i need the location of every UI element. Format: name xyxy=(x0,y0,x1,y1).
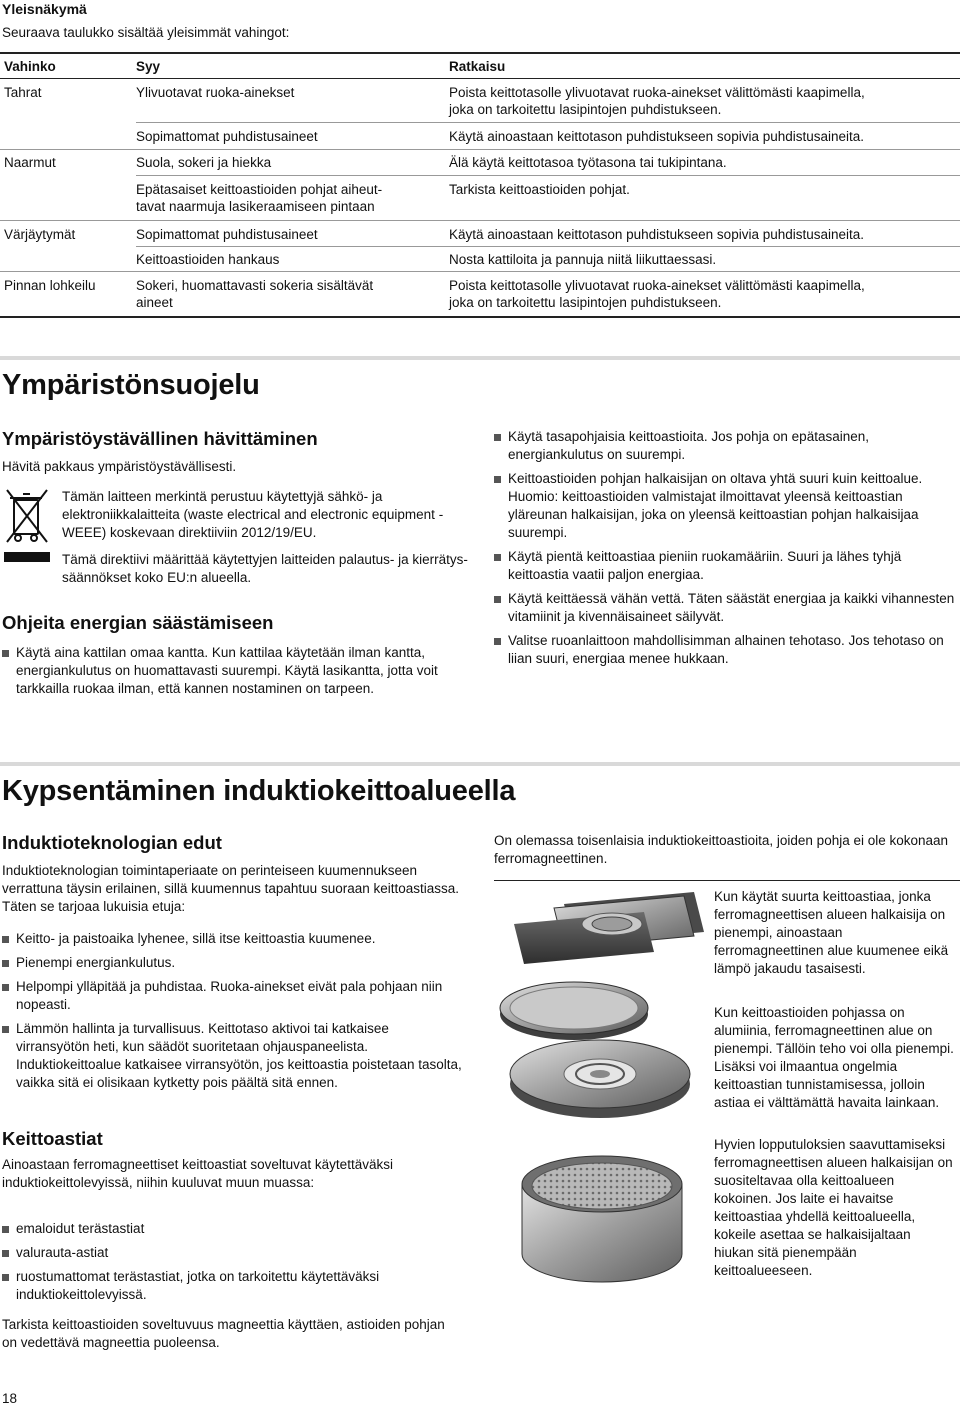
weee-bin-icon xyxy=(4,486,50,562)
list-item: valurauta-astiat xyxy=(2,1244,464,1262)
list-item: Valitse ruoanlaittoon mahdollisimman alhainen tehotaso. Jos tehotaso on liian suuri, energiaa menee hukkaan. xyxy=(494,632,956,668)
bullet-square-icon xyxy=(2,960,9,967)
section-heading-overview: Yleisnäkymä xyxy=(2,1,87,17)
table-cell-solution: Nosta kattiloita ja pannuja niitä liikuttaessasi. xyxy=(449,252,717,267)
list-item: Käytä aina kattilan omaa kantta. Kun kattilaa käytetään ilman kantta, energiankulutus on huomattavasti suurempi. Käytä lasikantta, jotta voit tarkkailla ruokaa ilman, että kannen nostaminen on tarpeen. xyxy=(2,644,462,698)
table-header-rule xyxy=(0,78,960,79)
row-divider xyxy=(0,149,960,150)
table-cell-cause: Ylivuotavat ruoka-ainekset xyxy=(136,85,295,100)
table-cell-solution: Poista keittotasolle ylivuotavat ruoka-ainekset välittömästi kaapimella, xyxy=(449,278,865,293)
table-cell-cause: Sokeri, huomattavasti sokeria sisältävät xyxy=(136,278,374,293)
row-divider xyxy=(0,220,960,221)
table-cell-solution-line2: joka on tarkoitettu lasipintojen puhdistukseen. xyxy=(449,102,722,117)
col-header-damage: Vahinko xyxy=(4,59,56,74)
subheading-induction-benefits: Induktioteknologian edut xyxy=(2,832,222,853)
table-cell-cause: Sopimattomat puhdistusaineet xyxy=(136,227,318,242)
bullet-square-icon xyxy=(2,1274,9,1281)
section-title-induction: Kypsentäminen induktiokeittoalueella xyxy=(2,775,516,807)
griddle-plate xyxy=(514,892,704,964)
table-top-rule xyxy=(0,52,960,54)
right-intro-text: On olemassa toisenlaisia induktiokeittoastioita, joiden pohja ei ole kokonaan ferromagneettinen. xyxy=(494,833,949,866)
pot-lid xyxy=(510,1040,690,1118)
right-text-2: Kun keittoastioiden pohjassa on alumiinia, ferromagneettinen alue on pienempi. Tällöin teho voi olla pienempi. Lisäksi voi ilmaantua ongelmia keittoastian tunnistamisessa, jolloin astiaa ei välttämättä havaita lainkaan. xyxy=(714,1005,954,1110)
energy-right-list xyxy=(494,428,956,674)
table-cell-damage: Naarmut xyxy=(4,155,56,170)
table-cell-cause: Epätasaiset keittoastioiden pohjat aiheut- xyxy=(136,182,383,197)
table-cell-damage: Tahrat xyxy=(4,85,42,100)
table-cell-solution: Käytä ainoastaan keittotason puhdistukseen sopivia puhdistusaineita. xyxy=(449,129,865,144)
table-cell-cause-line2: aineet xyxy=(136,295,173,310)
table-cell-solution: Poista keittotasolle ylivuotavat ruoka-ainekset välittömästi kaapimella, xyxy=(449,85,865,100)
weee-directive-text: Tämä direktiivi määrittää käytettyjen laitteiden palautus- ja kierrätys-säännökset koko EU:n alueella. xyxy=(62,552,468,585)
induction-benefits-text: Induktioteknologian toimintaperiaate on perinteiseen kuumennukseen verrattuna täysin erilainen, sillä kuumennus tapahtuu suoraan keittoastiassa. Täten se tarjoaa lukuisia etuja: xyxy=(2,863,460,914)
row-divider xyxy=(0,271,960,272)
bullet-square-icon xyxy=(494,476,501,483)
list-item: Lämmön hallinta ja turvallisuus. Keittotaso aktivoi tai katkaisee virransyötön heti, kun säädöt suoritetaan ohjauspaneelista. Induktiokeittoalue katkaisee virransyötön, jos keittoastia poistetaan tasolta, vaikka sitä ei olisikaan kytketty pois päältä sitä ennen. xyxy=(2,1020,464,1092)
table-cell-cause: Suola, sokeri ja hiekka xyxy=(136,155,272,170)
weee-text: Tämän laitteen merkintä perustuu käytettyjä sähkö- ja elektroniikkalaitteita (waste electrical and electronic equipment - WEEE) koskevaan direktiiviin 2012/19/EU. xyxy=(62,489,444,540)
col-header-cause: Syy xyxy=(136,59,161,74)
list-item: Keitto- ja paistoaika lyhenee, sillä itse keittoastia kuumenee. xyxy=(2,930,464,948)
table-cell-damage: Värjäytymät xyxy=(4,227,76,242)
disposal-text: Hävitä pakkaus ympäristöystävällisesti. xyxy=(2,459,237,474)
row-divider xyxy=(136,122,960,123)
bullet-square-icon xyxy=(494,638,501,645)
list-item: Pienempi energiankulutus. xyxy=(2,954,464,972)
col-header-solution: Ratkaisu xyxy=(449,59,506,74)
list-item: Helpompi ylläpitää ja puhdistaa. Ruoka-ainekset eivät pala pohjaan niin nopeasti. xyxy=(2,978,464,1014)
table-cell-solution: Älä käytä keittotasoa työtasona tai tukipintana. xyxy=(449,155,727,170)
table-cell-solution: Käytä ainoastaan keittotason puhdistukseen sopivia puhdistusaineita. xyxy=(449,227,865,242)
page-number: 18 xyxy=(2,1391,18,1406)
bullet-square-icon xyxy=(2,1026,9,1033)
cookware-text: Ainoastaan ferromagneettiset keittoastiat soveltuvat käytettäväksi induktiokeittolevyissä, niihin kuuluvat muun muassa: xyxy=(2,1157,393,1190)
energy-left-list xyxy=(2,644,462,704)
bullet-square-icon xyxy=(2,1226,9,1233)
list-item: Keittoastioiden pohjan halkaisijan on oltava yhtä suuri kuin keittoalue. Huomio: keittoastioiden valmistajat ilmoittavat yleensä keittoastian yläreunan halkaisijan, joka on yleensä keittoastian pohjan halkaisijaa suurempi. xyxy=(494,470,956,542)
bullet-square-icon xyxy=(494,596,501,603)
list-item: ruostumattomat terästastiat, jotka on tarkoitettu käytettäväksi induktiokeittolevyissä. xyxy=(2,1268,464,1304)
figure-top-rule xyxy=(494,880,960,881)
cookware-footer-text: Tarkista keittoastioiden soveltuvuus magneettia käyttäen, astioiden pohjan on vedettävä magneettia puoleensa. xyxy=(2,1317,445,1350)
list-item: emaloidut terästastiat xyxy=(2,1220,464,1238)
right-text-1: Kun käytät suurta keittoastiaa, jonka ferromagneettisen alueen halkaisija on pienempi, ainoastaan ferromagneettinen alue kuumenee eikä lämpö jakaudu tasaisesti. xyxy=(714,889,949,976)
cookware-illustration xyxy=(494,884,706,1304)
table-bottom-rule xyxy=(0,316,960,318)
perforated-pot xyxy=(522,1156,682,1282)
bullet-square-icon xyxy=(2,1250,9,1257)
subheading-disposal: Ympäristöystävällinen hävittäminen xyxy=(2,428,318,449)
row-divider xyxy=(136,246,960,247)
induction-benefits-list xyxy=(2,930,464,1098)
section-rule xyxy=(0,356,960,360)
list-item: Käytä keittäessä vähän vettä. Täten säästät energiaa ja kaikki vihannesten vitamiinit ja kivennäisaineet säilyvät. xyxy=(494,590,956,626)
bullet-square-icon xyxy=(2,936,9,943)
bullet-square-icon xyxy=(2,984,9,991)
bullet-square-icon xyxy=(2,650,9,657)
bullet-square-icon xyxy=(494,554,501,561)
cookware-list xyxy=(2,1220,464,1310)
subheading-energy-saving: Ohjeita energian säästämiseen xyxy=(2,612,274,633)
bullet-square-icon xyxy=(494,434,501,441)
table-cell-cause: Sopimattomat puhdistusaineet xyxy=(136,129,318,144)
table-cell-damage: Pinnan lohkeilu xyxy=(4,278,96,293)
section-title-environment: Ympäristönsuojelu xyxy=(2,369,260,401)
right-text-3: Hyvien lopputuloksien saavuttamiseksi ferromagneettisen alueen halkaisijan on suositeltavaa olla keittoalueen kokoinen. Jos laite ei havaitse keittoastiaa yhdellä keittoalueella, kokeile asettaa se halkaisijaltaan hiukan sitä pienempään keittoalueeseen. xyxy=(714,1137,953,1278)
table-intro: Seuraava taulukko sisältää yleisimmät vahingot: xyxy=(2,25,290,40)
table-cell-solution-line2: joka on tarkoitettu lasipintojen puhdistukseen. xyxy=(449,295,722,310)
table-cell-cause-line2: tavat naarmuja lasikeraamiseen pintaan xyxy=(136,199,375,214)
list-item: Käytä pientä keittoastiaa pieniin ruokamääriin. Suuri ja lähes tyhjä keittoastia vaatii paljon energiaa. xyxy=(494,548,956,584)
table-cell-cause: Keittoastioiden hankaus xyxy=(136,252,280,267)
subheading-cookware: Keittoastiat xyxy=(2,1128,103,1149)
list-item: Käytä tasapohjaisia keittoastioita. Jos pohja on epätasainen, energiankulutus on suurempi. xyxy=(494,428,956,464)
table-cell-solution: Tarkista keittoastioiden pohjat. xyxy=(449,182,630,197)
row-divider xyxy=(136,175,960,176)
section-rule xyxy=(0,762,960,766)
pan xyxy=(500,982,648,1040)
